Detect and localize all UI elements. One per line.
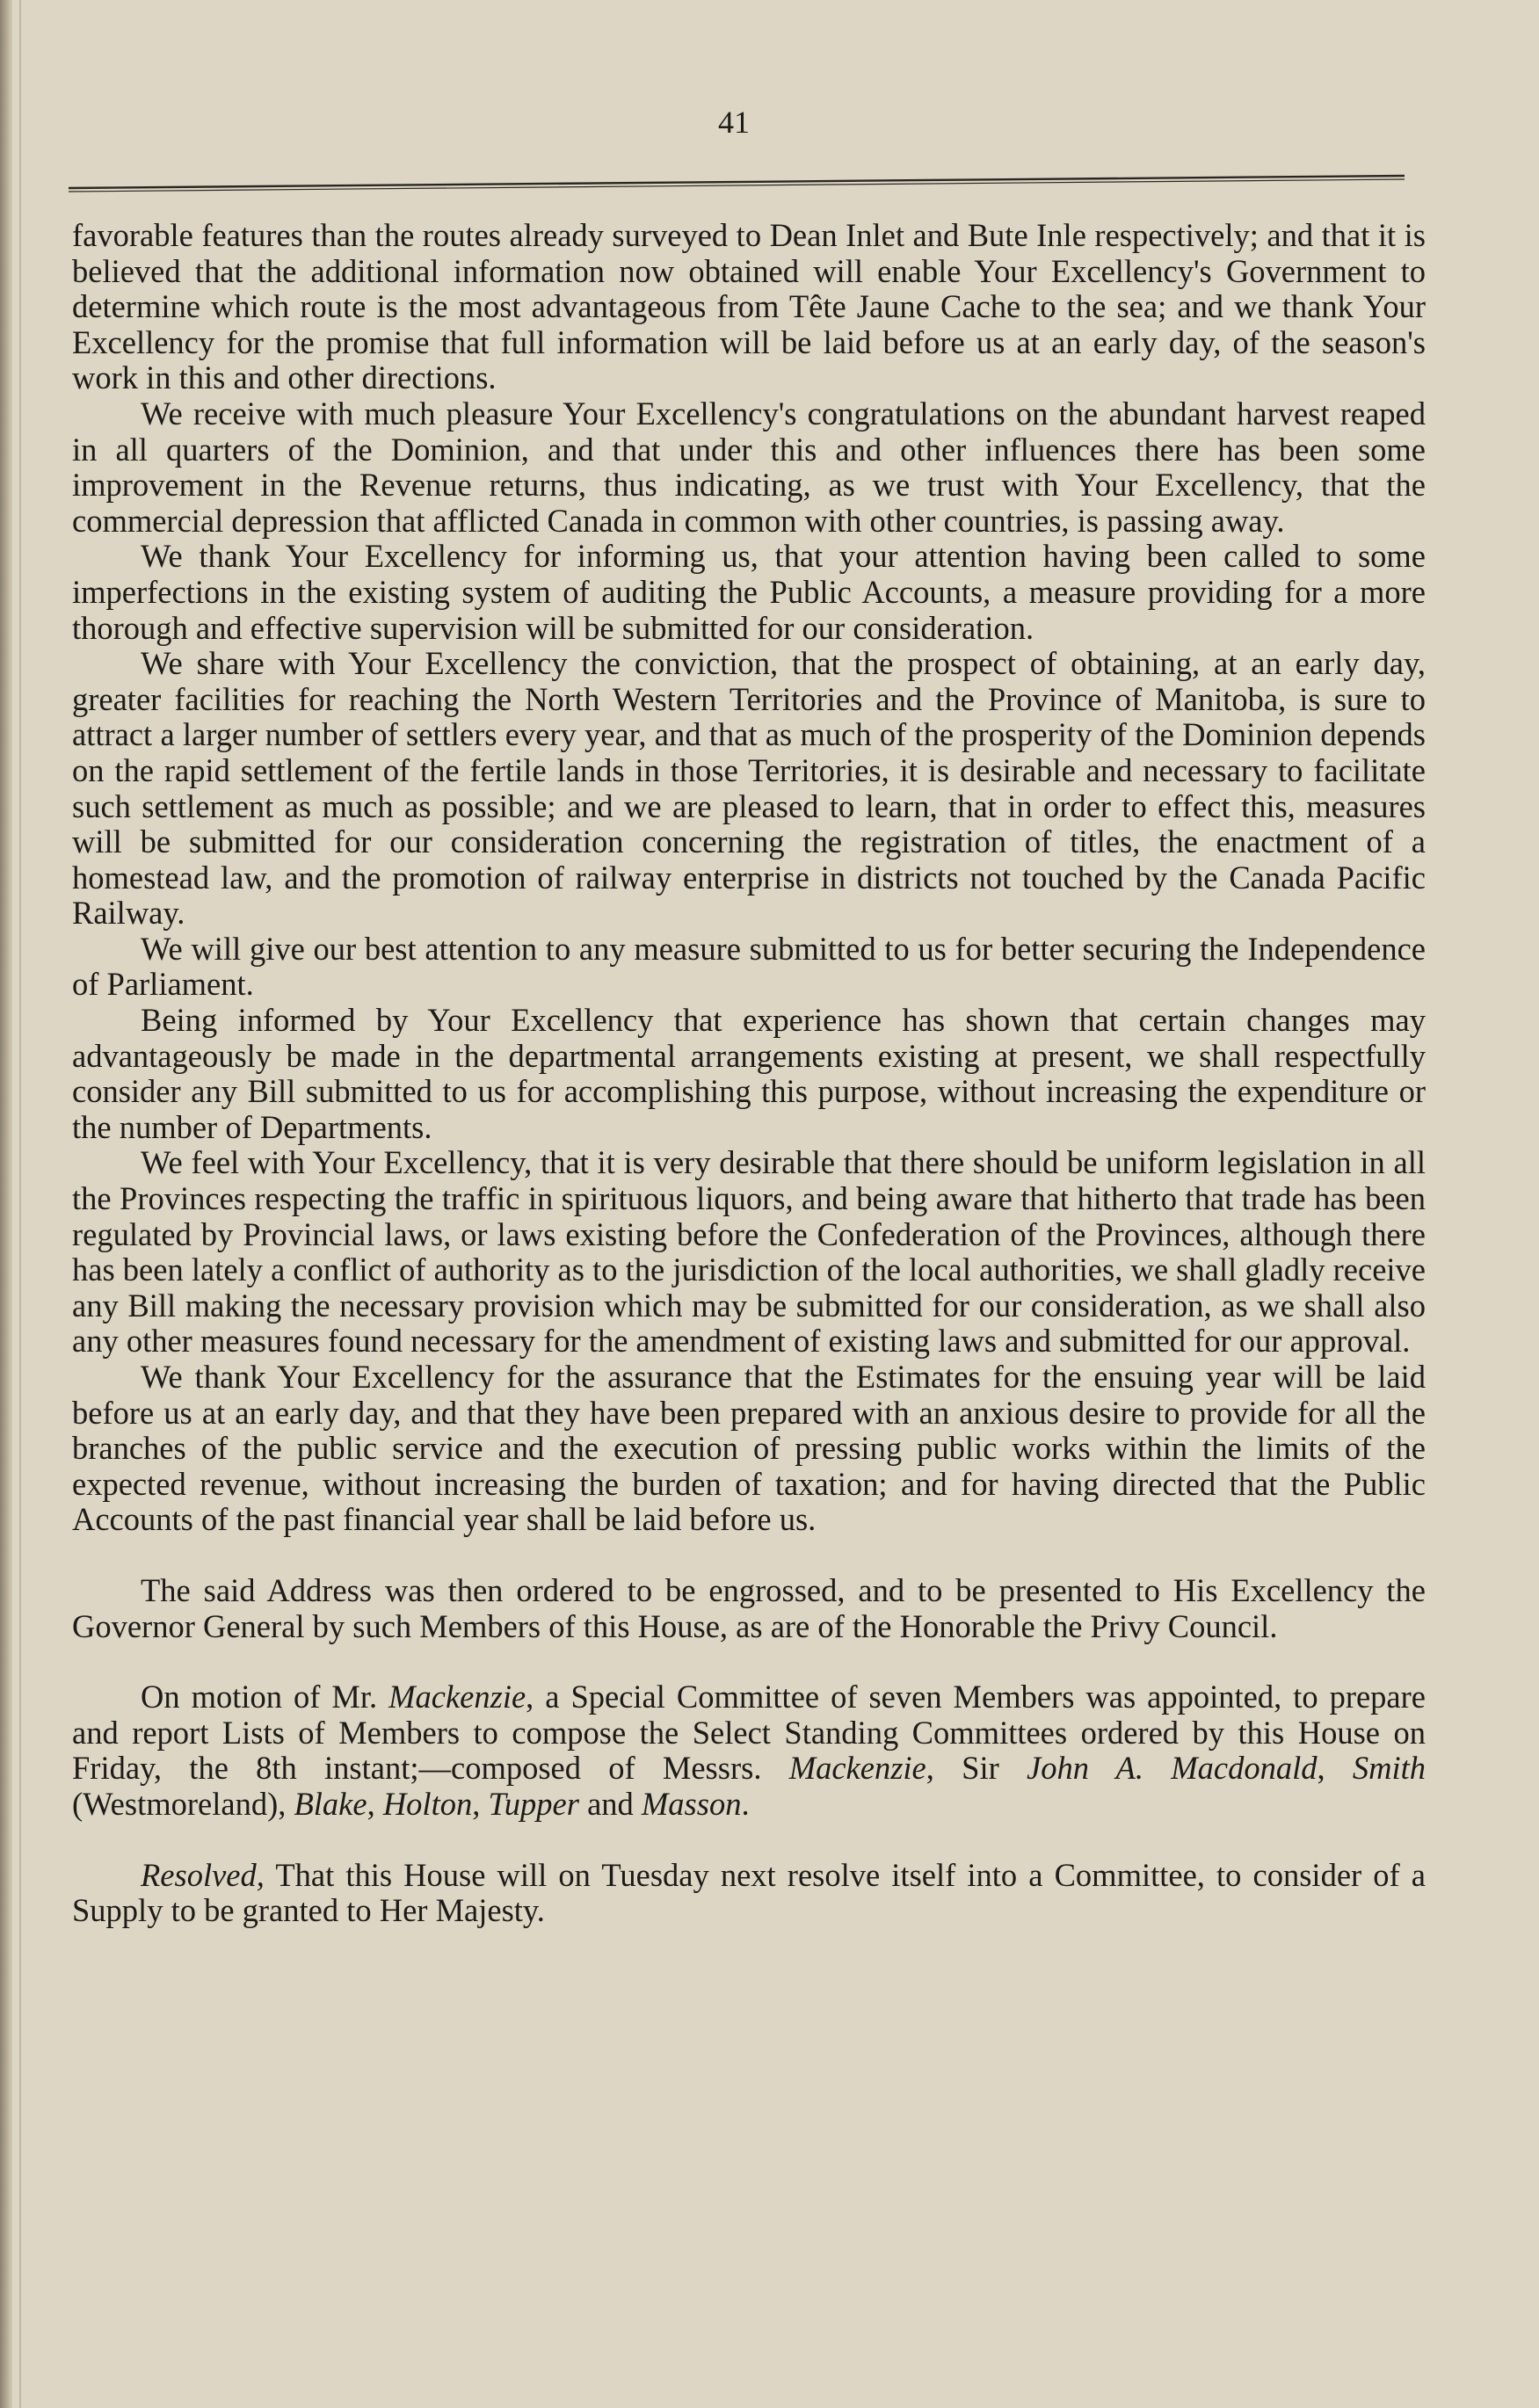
- member-name: Mackenzie: [788, 1750, 926, 1787]
- member-name: Smith: [1352, 1750, 1426, 1787]
- motion-text: ,: [472, 1785, 489, 1822]
- engrossed-paragraph: The said Address was then ordered to be engrossed, and to be presented to His Excellency the Governor General by such Members of this House, as are of the Honorable the Privy Council.: [72, 1571, 1426, 1644]
- resolution-text: That this House will on Tuesday next resolve itself into a Committee, to consider of a Supply to be granted to Her Majesty.: [72, 1856, 1426, 1929]
- member-name: Masson: [641, 1785, 742, 1822]
- address-paragraph: We will give our best attention to any measure submitted to us for better securing the Independence of Parliament.: [72, 930, 1426, 1003]
- motion-text: ,: [367, 1785, 383, 1822]
- address-paragraph: We feel with Your Excellency, that it is very desirable that there should be uniform legislation in all the Provinces respecting the traffic in spirituous liquors, and being aware that hitherto that trade has been regulated by Provincial laws, or laws existing before the Confederation of the Provinces, although there has been lately a conflict of authority as to the jurisdiction of the local authorities, we shall gladly receive any Bill making the necessary provision which may be submitted for our consideration, as we shall also any other measures found necessary for the amendment of existing laws and submitted for our approval.: [72, 1144, 1426, 1360]
- binding-edge: [19, 0, 21, 2408]
- address-paragraph: favorable features than the routes already surveyed to Dean Inlet and Bute Inle respectively; and that it is believed that the additional information now obtained will enable Your Excellency's Government to determine which route is the most advantageous from Tête Jaune Cache to the sea; and we thank Your Excellency for the promise that full information will be laid before us at an early day, of the season's work in this and other directions.: [72, 217, 1426, 396]
- body-text: [72, 218, 1426, 1929]
- page-number: 41: [718, 105, 750, 140]
- motion-text: and: [578, 1785, 642, 1822]
- motion-text: (Westmoreland),: [72, 1785, 294, 1822]
- member-name: Tupper: [488, 1785, 579, 1822]
- address-paragraph: We receive with much pleasure Your Excellency's congratulations on the abundant harvest reaped in all quarters of the Dominion, and that under this and other influences there has been some improvement in the Revenue returns, thus indicating, as we trust with Your Excellency, that the commercial depression that afflicted Canada in common with other countries, is passing away.: [72, 395, 1426, 539]
- motion-text: ,: [1317, 1750, 1353, 1787]
- motion-text: .: [741, 1785, 750, 1822]
- resolved-label: Resolved,: [141, 1856, 265, 1893]
- member-name: John A. Macdonald: [1027, 1750, 1318, 1787]
- address-paragraph: We thank Your Excellency for informing us, that your attention having been called to some imperfections in the existing system of auditing the Public Accounts, a measure providing for a more thorough and effective supervision will be submitted for our consideration.: [72, 538, 1426, 646]
- address-paragraph: We thank Your Excellency for the assurance that the Estimates for the ensuing year will be laid before us at an early day, and that they have been prepared with an anxious desire to provide for all the branches of the public service and the execution of pressing public works within the limits of the expected revenue, without increasing the burden of taxation; and for having directed that the Public Accounts of the past financial year shall be laid before us.: [72, 1359, 1426, 1538]
- address-paragraph: Being informed by Your Excellency that experience has shown that certain changes may advantageously be made in the departmental arrangements existing at present, we shall respectfully consider any Bill submitted to us for accomplishing this purpose, without increasing the expenditure or the number of Departments.: [72, 1002, 1426, 1145]
- committee-motion-paragraph: [72, 1679, 1426, 1822]
- book-spine-shadow: [0, 0, 12, 2408]
- mover-name: Mackenzie: [388, 1679, 526, 1715]
- motion-text: On motion of Mr.: [141, 1679, 389, 1715]
- member-name: Holton: [382, 1785, 473, 1822]
- motion-text: , a Special Committee of seven Members was appointed, to prepare and report Lists of Members to compose the Select Standing Committees ordered by this House on Friday, the 8th instant;—composed of Messrs.: [72, 1679, 1426, 1787]
- resolution-paragraph: [72, 1858, 1426, 1929]
- member-name: Blake: [294, 1785, 367, 1822]
- address-paragraph: We share with Your Excellency the conviction, that the prospect of obtaining, at an early day, greater facilities for reaching the North Western Territories and the Province of Manitoba, is sure to attract a larger number of settlers every year, and that as much of the prosperity of the Dominion depends on the rapid settlement of the fertile lands in those Territories, it is desirable and necessary to facilitate such settlement as much as possible; and we are pleased to learn, that in order to effect this, measures will be submitted for our consideration concerning the registration of titles, the enactment of a homestead law, and the promotion of railway enterprise in districts not touched by the Canada Pacific Railway.: [72, 645, 1426, 932]
- motion-text: , Sir: [926, 1750, 1027, 1787]
- header-rule: [69, 172, 1405, 193]
